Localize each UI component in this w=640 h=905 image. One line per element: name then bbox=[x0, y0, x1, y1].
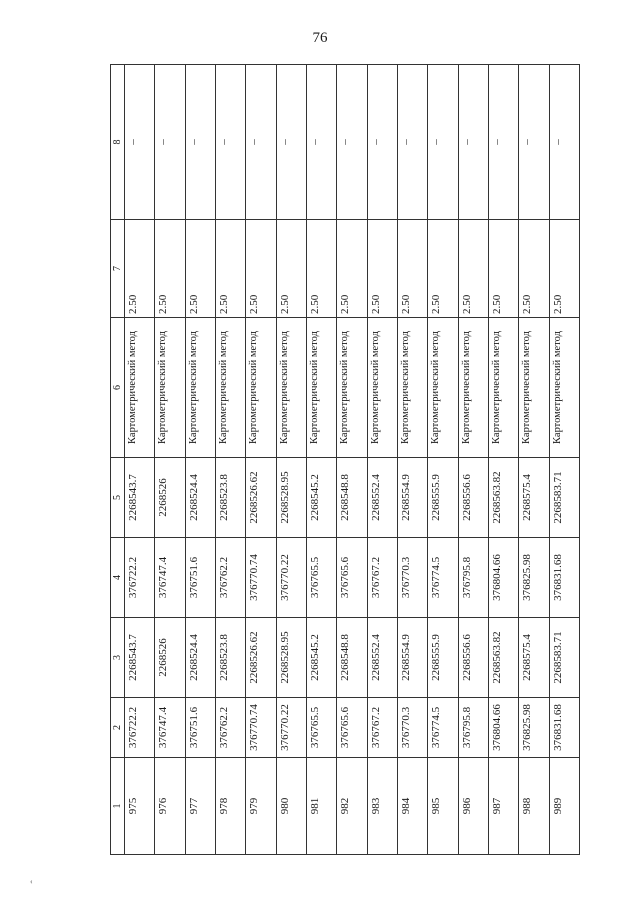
y-coordinate-cell: 2268552.4 bbox=[367, 618, 397, 698]
x-coordinate-cell: 376825.98 bbox=[519, 538, 549, 618]
y-coordinate-cell: 2268524.4 bbox=[185, 458, 215, 538]
accuracy-cell: 2.50 bbox=[549, 220, 579, 318]
x-coordinate-cell: 376774.5 bbox=[428, 538, 458, 618]
header-cell: 7 bbox=[111, 220, 125, 318]
table-row bbox=[337, 65, 367, 855]
method-cell: Картометрический метод bbox=[246, 318, 276, 458]
table-row bbox=[458, 65, 488, 855]
point-number-cell: 975 bbox=[125, 758, 155, 855]
x-coordinate-cell: 376770.74 bbox=[246, 698, 276, 758]
header-cell: 5 bbox=[111, 458, 125, 538]
accuracy-cell: 2.50 bbox=[306, 220, 336, 318]
x-coordinate-cell: 376770.22 bbox=[276, 538, 306, 618]
y-coordinate-cell: 2268548.8 bbox=[337, 618, 367, 698]
y-coordinate-cell: 2268545.2 bbox=[306, 618, 336, 698]
method-cell: Картометрический метод bbox=[155, 318, 185, 458]
y-coordinate-cell: 2268523.8 bbox=[215, 618, 245, 698]
note-cell: – bbox=[185, 65, 215, 220]
y-coordinate-cell: 2268555.9 bbox=[428, 618, 458, 698]
point-number-cell: 976 bbox=[155, 758, 185, 855]
point-number-cell: 984 bbox=[397, 758, 427, 855]
x-coordinate-cell: 376767.2 bbox=[367, 698, 397, 758]
note-cell: – bbox=[519, 65, 549, 220]
x-coordinate-cell: 376751.6 bbox=[185, 698, 215, 758]
accuracy-cell: 2.50 bbox=[125, 220, 155, 318]
x-coordinate-cell: 376831.68 bbox=[549, 538, 579, 618]
header-cell: 3 bbox=[111, 618, 125, 698]
point-number-cell: 987 bbox=[488, 758, 518, 855]
y-coordinate-cell: 2268556.6 bbox=[458, 458, 488, 538]
table-row bbox=[246, 65, 276, 855]
method-cell: Картометрический метод bbox=[428, 318, 458, 458]
x-coordinate-cell: 376795.8 bbox=[458, 698, 488, 758]
table-stage bbox=[110, 65, 580, 855]
y-coordinate-cell: 2268563.82 bbox=[488, 618, 518, 698]
y-coordinate-cell: 2268523.8 bbox=[215, 458, 245, 538]
point-number-cell: 988 bbox=[519, 758, 549, 855]
accuracy-cell: 2.50 bbox=[397, 220, 427, 318]
y-coordinate-cell: 2268552.4 bbox=[367, 458, 397, 538]
x-coordinate-cell: 376767.2 bbox=[367, 538, 397, 618]
point-number-cell: 980 bbox=[276, 758, 306, 855]
point-number-cell: 977 bbox=[185, 758, 215, 855]
method-cell: Картометрический метод bbox=[215, 318, 245, 458]
x-coordinate-cell: 376722.2 bbox=[125, 538, 155, 618]
table-body bbox=[125, 65, 580, 855]
y-coordinate-cell: 2268526 bbox=[155, 618, 185, 698]
y-coordinate-cell: 2268556.6 bbox=[458, 618, 488, 698]
x-coordinate-cell: 376804.66 bbox=[488, 698, 518, 758]
table-row bbox=[155, 65, 185, 855]
y-coordinate-cell: 2268583.71 bbox=[549, 618, 579, 698]
header-cell: 4 bbox=[111, 538, 125, 618]
note-cell: – bbox=[488, 65, 518, 220]
table-row bbox=[488, 65, 518, 855]
x-coordinate-cell: 376770.22 bbox=[276, 698, 306, 758]
accuracy-cell: 2.50 bbox=[458, 220, 488, 318]
y-coordinate-cell: 2268528.95 bbox=[276, 458, 306, 538]
header-row bbox=[111, 65, 125, 855]
table-row bbox=[215, 65, 245, 855]
y-coordinate-cell: 2268545.2 bbox=[306, 458, 336, 538]
x-coordinate-cell: 376762.2 bbox=[215, 538, 245, 618]
method-cell: Картометрический метод bbox=[306, 318, 336, 458]
note-cell: – bbox=[306, 65, 336, 220]
note-cell: – bbox=[276, 65, 306, 220]
method-cell: Картометрический метод bbox=[185, 318, 215, 458]
note-cell: – bbox=[549, 65, 579, 220]
table-row bbox=[428, 65, 458, 855]
point-number-cell: 983 bbox=[367, 758, 397, 855]
y-coordinate-cell: 2268554.9 bbox=[397, 618, 427, 698]
x-coordinate-cell: 376774.5 bbox=[428, 698, 458, 758]
x-coordinate-cell: 376765.5 bbox=[306, 698, 336, 758]
y-coordinate-cell: 2268543.7 bbox=[125, 618, 155, 698]
x-coordinate-cell: 376751.6 bbox=[185, 538, 215, 618]
header-cell: 6 bbox=[111, 318, 125, 458]
header-cell: 2 bbox=[111, 698, 125, 758]
y-coordinate-cell: 2268554.9 bbox=[397, 458, 427, 538]
method-cell: Картометрический метод bbox=[337, 318, 367, 458]
accuracy-cell: 2.50 bbox=[185, 220, 215, 318]
x-coordinate-cell: 376747.4 bbox=[155, 538, 185, 618]
note-cell: – bbox=[337, 65, 367, 220]
accuracy-cell: 2.50 bbox=[428, 220, 458, 318]
table-row bbox=[185, 65, 215, 855]
accuracy-cell: 2.50 bbox=[488, 220, 518, 318]
point-number-cell: 979 bbox=[246, 758, 276, 855]
y-coordinate-cell: 2268543.7 bbox=[125, 458, 155, 538]
table-row bbox=[125, 65, 155, 855]
method-cell: Картометрический метод bbox=[276, 318, 306, 458]
table-row bbox=[519, 65, 549, 855]
point-number-cell: 978 bbox=[215, 758, 245, 855]
point-number-cell: 981 bbox=[306, 758, 336, 855]
note-cell: – bbox=[125, 65, 155, 220]
table-row bbox=[549, 65, 579, 855]
table-row bbox=[367, 65, 397, 855]
x-coordinate-cell: 376747.4 bbox=[155, 698, 185, 758]
method-cell: Картометрический метод bbox=[125, 318, 155, 458]
accuracy-cell: 2.50 bbox=[246, 220, 276, 318]
method-cell: Картометрический метод bbox=[519, 318, 549, 458]
y-coordinate-cell: 2268524.4 bbox=[185, 618, 215, 698]
table-row bbox=[397, 65, 427, 855]
point-number-cell: 982 bbox=[337, 758, 367, 855]
accuracy-cell: 2.50 bbox=[215, 220, 245, 318]
note-cell: – bbox=[215, 65, 245, 220]
note-cell: – bbox=[397, 65, 427, 220]
point-number-cell: 985 bbox=[428, 758, 458, 855]
y-coordinate-cell: 2268526.62 bbox=[246, 458, 276, 538]
header-cell: 1 bbox=[111, 758, 125, 855]
table-row bbox=[306, 65, 336, 855]
x-coordinate-cell: 376804.66 bbox=[488, 538, 518, 618]
y-coordinate-cell: 2268526 bbox=[155, 458, 185, 538]
x-coordinate-cell: 376765.6 bbox=[337, 698, 367, 758]
method-cell: Картометрический метод bbox=[458, 318, 488, 458]
method-cell: Картометрический метод bbox=[549, 318, 579, 458]
method-cell: Картометрический метод bbox=[397, 318, 427, 458]
y-coordinate-cell: 2268583.71 bbox=[549, 458, 579, 538]
table-row bbox=[276, 65, 306, 855]
point-number-cell: 986 bbox=[458, 758, 488, 855]
y-coordinate-cell: 2268528.95 bbox=[276, 618, 306, 698]
note-cell: – bbox=[246, 65, 276, 220]
note-cell: – bbox=[428, 65, 458, 220]
x-coordinate-cell: 376795.8 bbox=[458, 538, 488, 618]
x-coordinate-cell: 376765.5 bbox=[306, 538, 336, 618]
x-coordinate-cell: 376770.3 bbox=[397, 538, 427, 618]
header-cell: 8 bbox=[111, 65, 125, 220]
corner-mark: ‹ bbox=[30, 877, 33, 886]
note-cell: – bbox=[155, 65, 185, 220]
accuracy-cell: 2.50 bbox=[155, 220, 185, 318]
coordinates-table bbox=[110, 64, 580, 855]
y-coordinate-cell: 2268575.4 bbox=[519, 618, 549, 698]
y-coordinate-cell: 2268548.8 bbox=[337, 458, 367, 538]
note-cell: – bbox=[458, 65, 488, 220]
accuracy-cell: 2.50 bbox=[519, 220, 549, 318]
method-cell: Картометрический метод bbox=[367, 318, 397, 458]
note-cell: – bbox=[367, 65, 397, 220]
x-coordinate-cell: 376722.2 bbox=[125, 698, 155, 758]
accuracy-cell: 2.50 bbox=[367, 220, 397, 318]
x-coordinate-cell: 376770.74 bbox=[246, 538, 276, 618]
accuracy-cell: 2.50 bbox=[337, 220, 367, 318]
method-cell: Картометрический метод bbox=[488, 318, 518, 458]
x-coordinate-cell: 376831.68 bbox=[549, 698, 579, 758]
y-coordinate-cell: 2268563.82 bbox=[488, 458, 518, 538]
point-number-cell: 989 bbox=[549, 758, 579, 855]
y-coordinate-cell: 2268555.9 bbox=[428, 458, 458, 538]
page-number: 76 bbox=[312, 30, 328, 46]
accuracy-cell: 2.50 bbox=[276, 220, 306, 318]
x-coordinate-cell: 376825.98 bbox=[519, 698, 549, 758]
y-coordinate-cell: 2268575.4 bbox=[519, 458, 549, 538]
y-coordinate-cell: 2268526.62 bbox=[246, 618, 276, 698]
x-coordinate-cell: 376765.6 bbox=[337, 538, 367, 618]
x-coordinate-cell: 376762.2 bbox=[215, 698, 245, 758]
x-coordinate-cell: 376770.3 bbox=[397, 698, 427, 758]
